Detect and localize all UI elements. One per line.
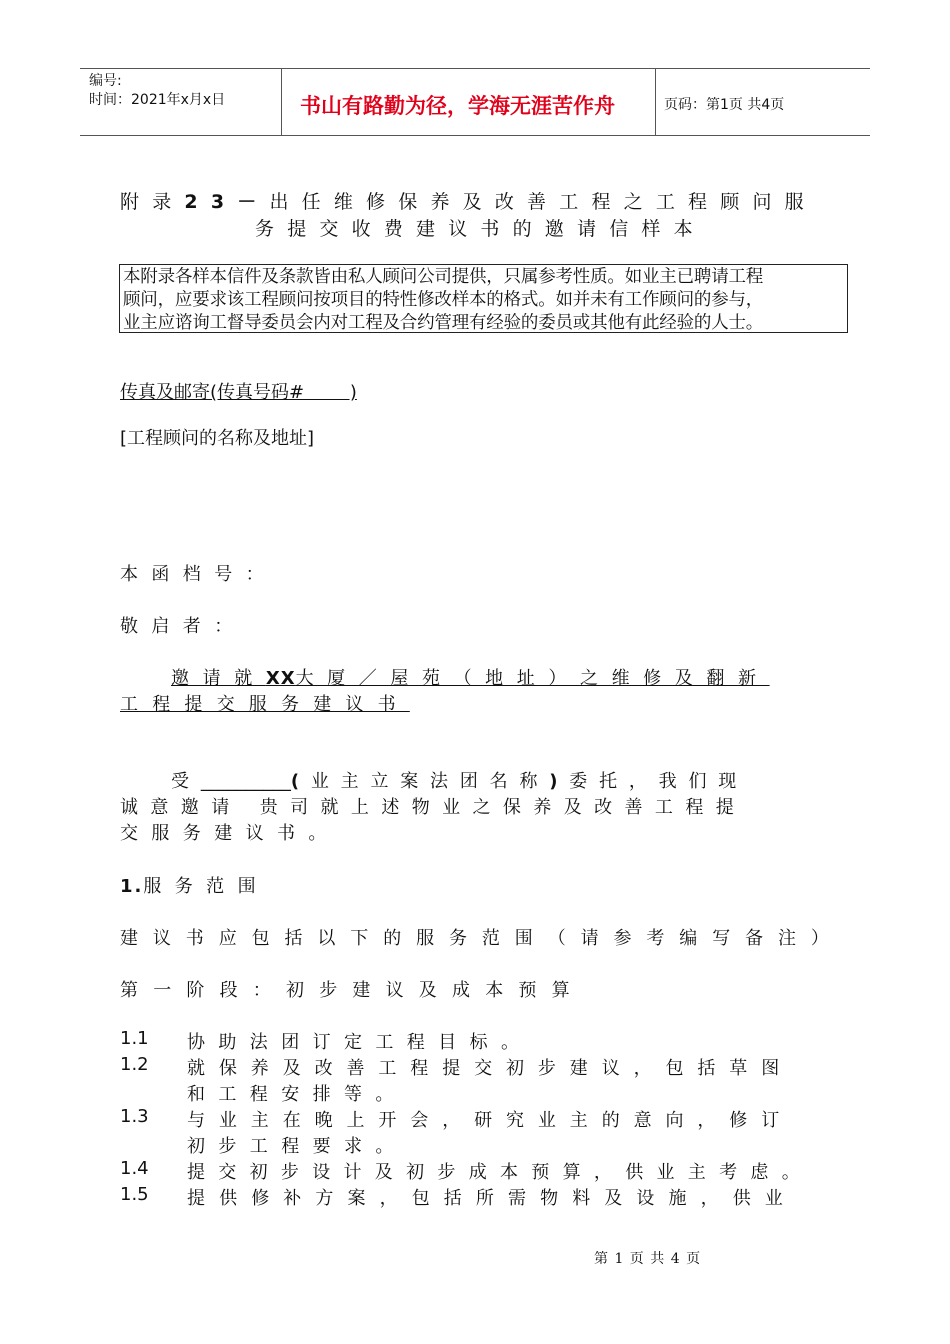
body-paren-open: ( [290, 771, 311, 792]
header-divider-left [281, 68, 282, 136]
item-number: 1.2 [120, 1054, 149, 1075]
item-text: 提供修补方案，包括所需物料及设施，供业 [187, 1188, 797, 1209]
item-text: 和工程安排等。 [187, 1084, 407, 1105]
subject-line2: 工程提交服务建议书 [120, 694, 410, 715]
header-bottom-border [80, 135, 870, 136]
header-motto: 书山有路勤为径，学海无涯苦作舟 [300, 93, 615, 118]
item-number: 1.3 [120, 1106, 149, 1127]
subject-line1 [171, 664, 770, 690]
document-number-label: 编号: [89, 73, 122, 89]
body-line1 [171, 767, 748, 793]
title-line1-rest: 出任维修保养及改善工程之工程顾问服 [269, 191, 817, 213]
salutation: 敬启者： [120, 616, 246, 637]
reference-number-label: 本函档号： [120, 564, 277, 585]
fax-line: 传真及邮寄(传真号码# ) [120, 382, 357, 403]
item-number: 1.4 [120, 1158, 149, 1179]
stage1-heading: 第一阶段：初步建议及成本预算 [120, 980, 585, 1001]
subject-prefix: 邀请就 [171, 668, 266, 689]
scope-intro: 建议书应包括以下的服务范围（请参考编写备注） [120, 928, 844, 949]
subject-building-code: XX [265, 668, 296, 689]
body-blank: __________ [200, 771, 291, 792]
page-title-line2: 务提交收费建议书的邀请信样本 [255, 218, 706, 240]
consultant-address-placeholder: [工程顾问的名称及地址] [120, 428, 315, 449]
body-line1-rest: 委托，我们现 [569, 771, 749, 792]
body-paren-close: ) [549, 771, 570, 792]
item-number: 1.1 [120, 1028, 149, 1049]
page-footer: 第 1 页 共 4 页 [594, 1251, 702, 1267]
body-owner-corp: 业主立案法团名称 [310, 771, 550, 792]
body-line2: 诚意邀请 贵司就上述物业之保养及改善工程提 [120, 797, 747, 818]
disclaimer-line: 本附录各样本信件及条款皆由私人顾问公司提供，只属参考性质。如业主已聘请工程 [123, 267, 764, 287]
item-text: 提交初步设计及初步成本预算，供业主考虑。 [187, 1162, 813, 1183]
header-page-label: 页码：第1页 共4页 [664, 97, 785, 113]
title-appendix-number: 23－ [184, 191, 270, 213]
subject-line1-rest: 大厦／屋苑（地址）之维修及翻新 [295, 668, 770, 689]
header-divider-right [655, 68, 656, 136]
item-text: 就保养及改善工程提交初步建议，包括草图 [187, 1058, 794, 1079]
document-time-label: 时间：2021年x月x日 [89, 92, 226, 108]
page-title-line1 [120, 187, 817, 214]
item-text: 与业主在晚上开会，研究业主的意向，修订 [187, 1110, 794, 1131]
section1-number: 1. [120, 876, 144, 897]
disclaimer-line: 顾问，应要求该工程顾问按项目的特性修改样本的格式。如并未有工作顾问的参与， [123, 290, 764, 310]
item-text: 初步工程要求。 [187, 1136, 407, 1157]
body-line3: 交服务建议书。 [120, 823, 340, 844]
title-prefix: 附录 [120, 191, 185, 213]
item-text: 协助法团订定工程目标。 [187, 1032, 533, 1053]
item-number: 1.5 [120, 1184, 149, 1205]
section1-heading [120, 872, 269, 898]
disclaimer-line: 业主应谘询工督导委员会内对工程及合约管理有经验的委员或其他有此经验的人士。 [123, 313, 764, 333]
body-receive: 受 [171, 771, 201, 792]
header-top-border [80, 68, 870, 69]
disclaimer-box [119, 264, 848, 333]
section1-title: 服务范围 [143, 876, 269, 897]
